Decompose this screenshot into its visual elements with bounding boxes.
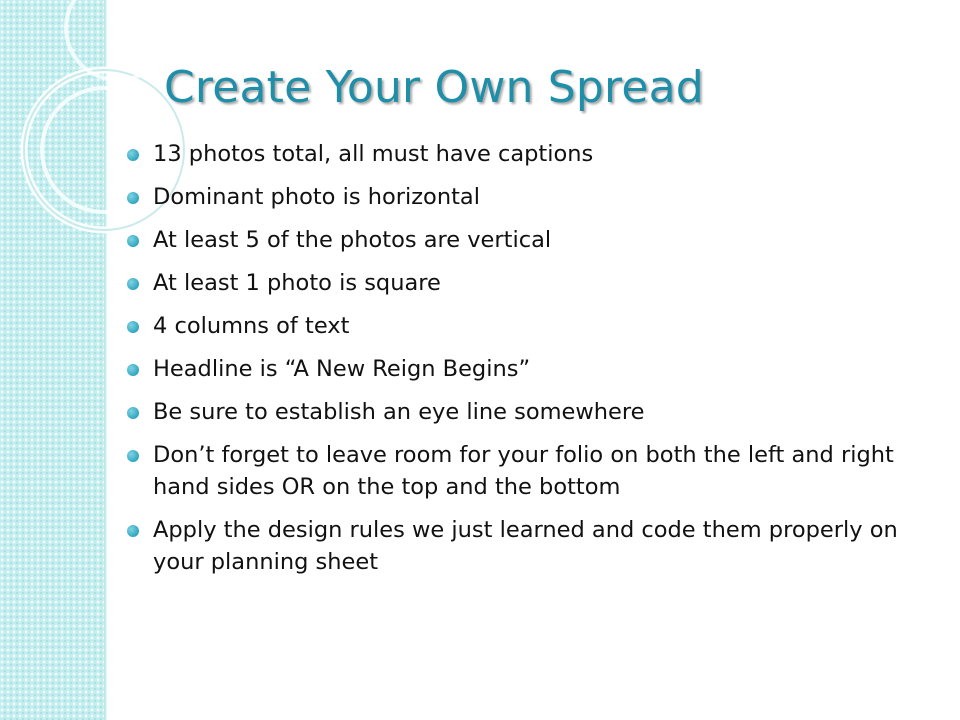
bullet-item	[126, 224, 906, 256]
bullet-icon	[127, 321, 139, 333]
bullet-item	[126, 267, 906, 299]
bullet-item	[126, 396, 906, 428]
slide-title: Create Your Own Spread	[164, 62, 704, 113]
side-texture-band	[0, 0, 106, 720]
bullet-item	[126, 310, 906, 342]
bullet-item	[126, 439, 906, 503]
bullet-icon	[127, 235, 139, 247]
bullet-item	[126, 181, 906, 213]
bullet-text: At least 1 photo is square	[153, 270, 441, 296]
bullet-icon	[127, 407, 139, 419]
bullet-text: Be sure to establish an eye line somewhere	[153, 399, 645, 425]
bullet-text: Don’t forget to leave room for your folio on both the left and right hand sides OR on the top and the bottom	[153, 442, 894, 500]
bullet-text: At least 5 of the photos are vertical	[153, 227, 552, 253]
side-band-edge	[104, 0, 107, 720]
bullet-list	[126, 138, 906, 589]
bullet-text: 4 columns of text	[153, 313, 350, 339]
bullet-icon	[127, 364, 139, 376]
bullet-item	[126, 514, 906, 578]
bullet-text: Dominant photo is horizontal	[153, 184, 480, 210]
bullet-text: Apply the design rules we just learned and code them properly on your planning sheet	[153, 517, 898, 575]
bullet-text: Headline is “A New Reign Begins”	[153, 356, 531, 382]
bullet-icon	[127, 149, 139, 161]
bullet-item	[126, 353, 906, 385]
bullet-icon	[127, 192, 139, 204]
bullet-icon	[127, 450, 139, 462]
bullet-text: 13 photos total, all must have captions	[153, 141, 594, 167]
bullet-icon	[127, 525, 139, 537]
bullet-icon	[127, 278, 139, 290]
bullet-item	[126, 138, 906, 170]
